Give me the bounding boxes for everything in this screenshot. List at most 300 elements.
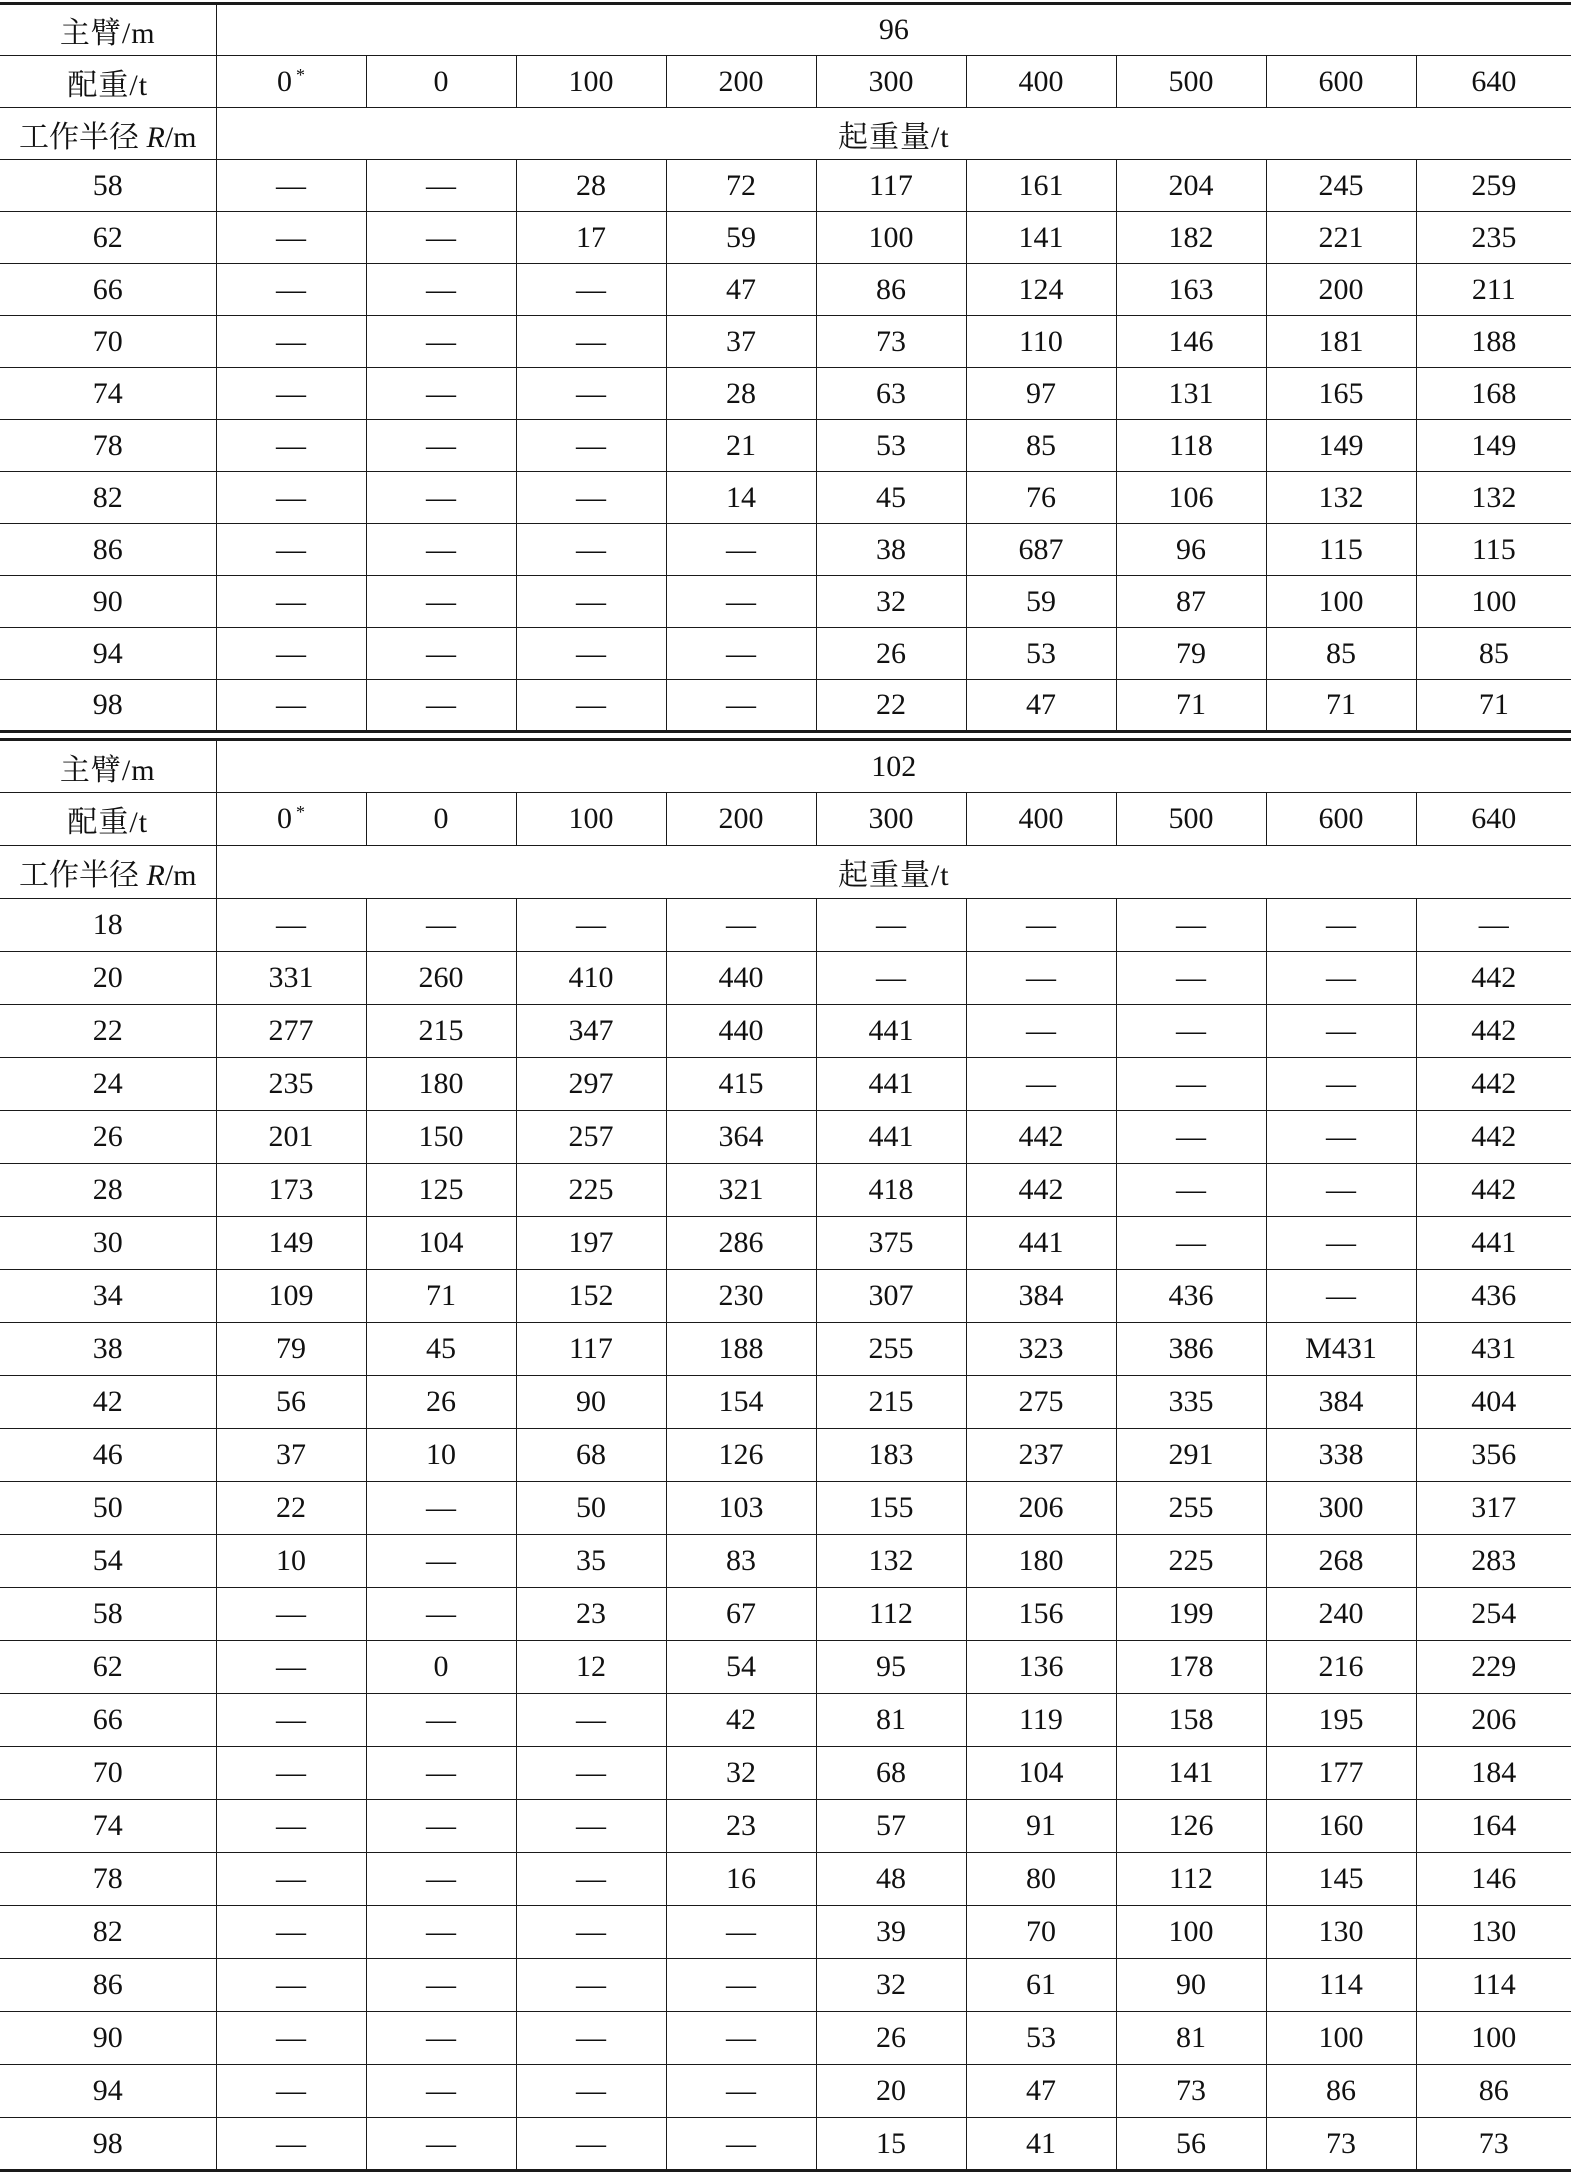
capacity-cell: — xyxy=(516,368,666,420)
capacity-cell: 255 xyxy=(816,1323,966,1376)
radius-cell: 34 xyxy=(0,1270,216,1323)
counterweight-cell: 600 xyxy=(1266,793,1416,846)
radius-cell: 54 xyxy=(0,1535,216,1588)
radius-cell: 70 xyxy=(0,1747,216,1800)
capacity-cell: 184 xyxy=(1416,1747,1571,1800)
capacity-cell: 96 xyxy=(1116,524,1266,576)
capacity-cell: 410 xyxy=(516,952,666,1005)
capacity-cell: — xyxy=(1266,1111,1416,1164)
capacity-cell: — xyxy=(216,2065,366,2118)
radius-label: 工作半径 R/m xyxy=(0,846,216,899)
capacity-cell: 160 xyxy=(1266,1800,1416,1853)
capacity-cell: 178 xyxy=(1116,1641,1266,1694)
capacity-cell: 73 xyxy=(1266,2118,1416,2171)
radius-cell: 22 xyxy=(0,1005,216,1058)
capacity-cell: 38 xyxy=(816,524,966,576)
capacity-cell: — xyxy=(516,680,666,732)
capacity-cell: — xyxy=(216,576,366,628)
capacity-cell: 22 xyxy=(216,1482,366,1535)
capacity-cell: 300 xyxy=(1266,1482,1416,1535)
radius-cell: 78 xyxy=(0,420,216,472)
capacity-cell: 237 xyxy=(966,1429,1116,1482)
capacity-cell: 95 xyxy=(816,1641,966,1694)
capacity-cell: 180 xyxy=(366,1058,516,1111)
boom-row xyxy=(0,4,1571,56)
table-row xyxy=(0,1853,1571,1906)
radius-cell: 82 xyxy=(0,472,216,524)
table-row xyxy=(0,1747,1571,1800)
radius-cell: 74 xyxy=(0,368,216,420)
capacity-cell: 364 xyxy=(666,1111,816,1164)
capacity-cell: — xyxy=(516,1853,666,1906)
capacity-cell: 37 xyxy=(666,316,816,368)
capacity-cell: 317 xyxy=(1416,1482,1571,1535)
capacity-cell: 436 xyxy=(1116,1270,1266,1323)
radius-cell: 98 xyxy=(0,2118,216,2171)
capacity-cell: 173 xyxy=(216,1164,366,1217)
capacity-cell: — xyxy=(966,899,1116,952)
capacity-cell: — xyxy=(216,316,366,368)
capacity-cell: — xyxy=(366,1588,516,1641)
capacity-cell: — xyxy=(366,472,516,524)
capacity-cell: — xyxy=(516,628,666,680)
capacity-cell: 104 xyxy=(366,1217,516,1270)
capacity-cell: — xyxy=(1116,1111,1266,1164)
counterweight-cell: 500 xyxy=(1116,56,1266,108)
capacity-cell: 126 xyxy=(1116,1800,1266,1853)
capacity-cell: 53 xyxy=(966,2012,1116,2065)
capacity-cell: — xyxy=(516,1747,666,1800)
capacity-cell: — xyxy=(216,1747,366,1800)
radius-cell: 70 xyxy=(0,316,216,368)
capacity-cell: 42 xyxy=(666,1694,816,1747)
capacity-cell: 154 xyxy=(666,1376,816,1429)
radius-cell: 78 xyxy=(0,1853,216,1906)
footnote-star: * xyxy=(296,802,305,822)
capacity-cell: 81 xyxy=(816,1694,966,1747)
capacity-cell: 338 xyxy=(1266,1429,1416,1482)
capacity-cell: 181 xyxy=(1266,316,1416,368)
capacity-cell: 442 xyxy=(966,1111,1116,1164)
counterweight-cell: 0 * xyxy=(216,56,366,108)
capacity-cell: 35 xyxy=(516,1535,666,1588)
capacity-cell: 211 xyxy=(1416,264,1571,316)
capacity-cell: 215 xyxy=(366,1005,516,1058)
capacity-cell: 106 xyxy=(1116,472,1266,524)
radius-cell: 66 xyxy=(0,1694,216,1747)
capacity-cell: 206 xyxy=(966,1482,1116,1535)
table-row xyxy=(0,1217,1571,1270)
capacity-cell: — xyxy=(1116,952,1266,1005)
capacity-cell: 10 xyxy=(366,1429,516,1482)
capacity-cell: 307 xyxy=(816,1270,966,1323)
radius-cell: 42 xyxy=(0,1376,216,1429)
capacity-cell: — xyxy=(666,899,816,952)
capacity-cell: 20 xyxy=(816,2065,966,2118)
capacity-cell: — xyxy=(516,899,666,952)
capacity-cell: 442 xyxy=(1416,1111,1571,1164)
capacity-cell: 415 xyxy=(666,1058,816,1111)
capacity-cell: 53 xyxy=(816,420,966,472)
capacity-cell: — xyxy=(366,264,516,316)
capacity-cell: 375 xyxy=(816,1217,966,1270)
capacity-cell: — xyxy=(516,1694,666,1747)
capacity-cell: 254 xyxy=(1416,1588,1571,1641)
capacity-cell: — xyxy=(1266,1217,1416,1270)
capacity-cell: — xyxy=(516,264,666,316)
capacity-cell: — xyxy=(1266,952,1416,1005)
capacity-cell: 297 xyxy=(516,1058,666,1111)
capacity-cell: 86 xyxy=(1266,2065,1416,2118)
capacity-cell: 163 xyxy=(1116,264,1266,316)
capacity-cell: — xyxy=(216,1959,366,2012)
capacity-cell: 12 xyxy=(516,1641,666,1694)
capacity-cell: 117 xyxy=(816,160,966,212)
capacity-cell: 440 xyxy=(666,952,816,1005)
radius-cell: 50 xyxy=(0,1482,216,1535)
capacity-cell: 201 xyxy=(216,1111,366,1164)
capacity-cell: — xyxy=(216,368,366,420)
capacity-cell: 188 xyxy=(666,1323,816,1376)
capacity-cell: 188 xyxy=(1416,316,1571,368)
capacity-cell: 165 xyxy=(1266,368,1416,420)
capacity-cell: 141 xyxy=(1116,1747,1266,1800)
table-row xyxy=(0,576,1571,628)
capacity-cell: 90 xyxy=(1116,1959,1266,2012)
capacity-cell: 230 xyxy=(666,1270,816,1323)
capacity-cell: 442 xyxy=(1416,1058,1571,1111)
capacity-cell: 91 xyxy=(966,1800,1116,1853)
capacity-cell: 277 xyxy=(216,1005,366,1058)
capacity-cell: — xyxy=(366,1800,516,1853)
capacity-cell: 404 xyxy=(1416,1376,1571,1429)
capacity-cell: 14 xyxy=(666,472,816,524)
capacity-cell: — xyxy=(216,212,366,264)
capacity-cell: 112 xyxy=(1116,1853,1266,1906)
capacity-cell: — xyxy=(216,1853,366,1906)
capacity-cell: — xyxy=(366,1959,516,2012)
capacity-cell: 347 xyxy=(516,1005,666,1058)
capacity-cell: 152 xyxy=(516,1270,666,1323)
capacity-cell: 229 xyxy=(1416,1641,1571,1694)
capacity-cell: 149 xyxy=(1266,420,1416,472)
capacity-cell: — xyxy=(516,524,666,576)
capacity-cell: 100 xyxy=(1266,576,1416,628)
capacity-cell: 177 xyxy=(1266,1747,1416,1800)
capacity-cell: — xyxy=(366,1482,516,1535)
capacity-cell: 71 xyxy=(366,1270,516,1323)
capacity-cell: 118 xyxy=(1116,420,1266,472)
capacity-cell: 145 xyxy=(1266,1853,1416,1906)
capacity-label: 起重量/t xyxy=(216,846,1571,899)
capacity-cell: 283 xyxy=(1416,1535,1571,1588)
radius-cell: 74 xyxy=(0,1800,216,1853)
capacity-cell: — xyxy=(366,2065,516,2118)
table-row xyxy=(0,420,1571,472)
capacity-cell: 195 xyxy=(1266,1694,1416,1747)
capacity-cell: 17 xyxy=(516,212,666,264)
capacity-cell: 86 xyxy=(816,264,966,316)
capacity-cell: 321 xyxy=(666,1164,816,1217)
capacity-cell: 119 xyxy=(966,1694,1116,1747)
capacity-cell: 85 xyxy=(1416,628,1571,680)
capacity-cell: 61 xyxy=(966,1959,1116,2012)
capacity-cell: 255 xyxy=(1116,1482,1266,1535)
radius-cell: 58 xyxy=(0,160,216,212)
radius-cell: 86 xyxy=(0,524,216,576)
capacity-cell: 441 xyxy=(966,1217,1116,1270)
capacity-cell: 85 xyxy=(1266,628,1416,680)
capacity-cell: 268 xyxy=(1266,1535,1416,1588)
capacity-cell: 225 xyxy=(1116,1535,1266,1588)
capacity-cell: — xyxy=(516,1906,666,1959)
capacity-cell: — xyxy=(516,1800,666,1853)
capacity-cell: 215 xyxy=(816,1376,966,1429)
capacity-cell: 28 xyxy=(516,160,666,212)
capacity-cell: 47 xyxy=(666,264,816,316)
radius-cell: 24 xyxy=(0,1058,216,1111)
capacity-cell: — xyxy=(1116,1217,1266,1270)
capacity-cell: — xyxy=(666,680,816,732)
counterweight-cell: 200 xyxy=(666,793,816,846)
capacity-cell: — xyxy=(366,2012,516,2065)
radius-header-row xyxy=(0,846,1571,899)
capacity-cell: 85 xyxy=(966,420,1116,472)
capacity-cell: 100 xyxy=(1116,1906,1266,1959)
capacity-cell: — xyxy=(216,1694,366,1747)
capacity-cell: 56 xyxy=(1116,2118,1266,2171)
capacity-cell: — xyxy=(1266,1270,1416,1323)
capacity-cell: — xyxy=(1116,1164,1266,1217)
capacity-cell: 32 xyxy=(816,576,966,628)
table-row xyxy=(0,2012,1571,2065)
table-row xyxy=(0,1429,1571,1482)
capacity-cell: 418 xyxy=(816,1164,966,1217)
capacity-cell: — xyxy=(216,264,366,316)
capacity-cell: 197 xyxy=(516,1217,666,1270)
capacity-cell: — xyxy=(666,1906,816,1959)
radius-cell: 90 xyxy=(0,2012,216,2065)
table-row xyxy=(0,1535,1571,1588)
counterweight-label: 配重/t xyxy=(0,56,216,108)
capacity-cell: 23 xyxy=(516,1588,666,1641)
capacity-cell: 79 xyxy=(1116,628,1266,680)
table-row xyxy=(0,316,1571,368)
capacity-cell: 441 xyxy=(816,1058,966,1111)
capacity-cell: 45 xyxy=(816,472,966,524)
capacity-cell: — xyxy=(216,1800,366,1853)
capacity-cell: — xyxy=(366,1747,516,1800)
capacity-cell: 50 xyxy=(516,1482,666,1535)
table-row xyxy=(0,1323,1571,1376)
radius-header-row xyxy=(0,108,1571,160)
table-row xyxy=(0,1959,1571,2012)
counterweight-cell: 500 xyxy=(1116,793,1266,846)
capacity-cell: 76 xyxy=(966,472,1116,524)
table-row xyxy=(0,1164,1571,1217)
capacity-cell: 47 xyxy=(966,2065,1116,2118)
capacity-cell: 221 xyxy=(1266,212,1416,264)
capacity-cell: 235 xyxy=(1416,212,1571,264)
capacity-cell: M431 xyxy=(1266,1323,1416,1376)
capacity-cell: — xyxy=(216,160,366,212)
capacity-cell: 72 xyxy=(666,160,816,212)
capacity-cell: 15 xyxy=(816,2118,966,2171)
capacity-cell: 131 xyxy=(1116,368,1266,420)
capacity-cell: — xyxy=(366,680,516,732)
capacity-cell: 90 xyxy=(516,1376,666,1429)
radius-label: 工作半径 R/m xyxy=(0,108,216,160)
capacity-cell: — xyxy=(366,2118,516,2171)
capacity-cell: — xyxy=(216,680,366,732)
capacity-cell: 73 xyxy=(1416,2118,1571,2171)
counterweight-cell: 640 xyxy=(1416,56,1571,108)
table-row xyxy=(0,1376,1571,1429)
capacity-cell: — xyxy=(666,2118,816,2171)
radius-cell: 90 xyxy=(0,576,216,628)
capacity-cell: — xyxy=(1266,1164,1416,1217)
capacity-cell: 441 xyxy=(816,1111,966,1164)
table-row xyxy=(0,160,1571,212)
capacity-cell: 100 xyxy=(816,212,966,264)
capacity-cell: 68 xyxy=(516,1429,666,1482)
capacity-cell: 87 xyxy=(1116,576,1266,628)
counterweight-cell: 0 xyxy=(366,56,516,108)
capacity-cell: — xyxy=(216,2118,366,2171)
table-row xyxy=(0,1270,1571,1323)
capacity-cell: — xyxy=(1416,899,1571,952)
radius-cell: 98 xyxy=(0,680,216,732)
capacity-cell: — xyxy=(516,472,666,524)
capacity-cell: — xyxy=(516,316,666,368)
capacity-cell: 57 xyxy=(816,1800,966,1853)
table-row xyxy=(0,524,1571,576)
capacity-cell: 16 xyxy=(666,1853,816,1906)
radius-cell: 18 xyxy=(0,899,216,952)
capacity-cell: 126 xyxy=(666,1429,816,1482)
capacity-cell: 32 xyxy=(666,1747,816,1800)
capacity-label: 起重量/t xyxy=(216,108,1571,160)
capacity-cell: 158 xyxy=(1116,1694,1266,1747)
capacity-cell: 100 xyxy=(1416,576,1571,628)
capacity-cell: 10 xyxy=(216,1535,366,1588)
boom-length-value: 102 xyxy=(216,740,1571,793)
capacity-cell: 73 xyxy=(816,316,966,368)
capacity-cell: 206 xyxy=(1416,1694,1571,1747)
table-row xyxy=(0,1906,1571,1959)
counterweight-cell: 100 xyxy=(516,56,666,108)
capacity-cell: 71 xyxy=(1116,680,1266,732)
capacity-cell: — xyxy=(1116,1058,1266,1111)
counterweight-cell: 600 xyxy=(1266,56,1416,108)
capacity-cell: — xyxy=(666,2065,816,2118)
capacity-cell: — xyxy=(816,952,966,1005)
counterweight-cell: 300 xyxy=(816,56,966,108)
capacity-cell: — xyxy=(366,1535,516,1588)
table-row xyxy=(0,1005,1571,1058)
capacity-cell: 104 xyxy=(966,1747,1116,1800)
capacity-cell: 386 xyxy=(1116,1323,1266,1376)
capacity-cell: 149 xyxy=(1416,420,1571,472)
capacity-cell: — xyxy=(216,420,366,472)
capacity-cell: 149 xyxy=(216,1217,366,1270)
table-row xyxy=(0,2118,1571,2171)
load-table-boom-102 xyxy=(0,738,1571,2172)
capacity-cell: 39 xyxy=(816,1906,966,1959)
radius-cell: 82 xyxy=(0,1906,216,1959)
capacity-cell: 56 xyxy=(216,1376,366,1429)
capacity-cell: — xyxy=(366,212,516,264)
capacity-cell: — xyxy=(666,628,816,680)
capacity-cell: — xyxy=(366,160,516,212)
capacity-cell: 124 xyxy=(966,264,1116,316)
capacity-cell: 81 xyxy=(1116,2012,1266,2065)
capacity-cell: — xyxy=(216,524,366,576)
table-row xyxy=(0,1588,1571,1641)
capacity-cell: — xyxy=(366,899,516,952)
capacity-cell: 45 xyxy=(366,1323,516,1376)
capacity-cell: 109 xyxy=(216,1270,366,1323)
capacity-cell: 323 xyxy=(966,1323,1116,1376)
radius-cell: 20 xyxy=(0,952,216,1005)
capacity-cell: 225 xyxy=(516,1164,666,1217)
capacity-cell: 384 xyxy=(1266,1376,1416,1429)
counterweight-cell: 0 * xyxy=(216,793,366,846)
radius-cell: 66 xyxy=(0,264,216,316)
capacity-cell: 182 xyxy=(1116,212,1266,264)
capacity-cell: 441 xyxy=(816,1005,966,1058)
table-row xyxy=(0,952,1571,1005)
capacity-cell: — xyxy=(666,576,816,628)
counterweight-row xyxy=(0,56,1571,108)
capacity-cell: 32 xyxy=(816,1959,966,2012)
capacity-cell: — xyxy=(216,899,366,952)
counterweight-cell: 0 xyxy=(366,793,516,846)
capacity-cell: 132 xyxy=(816,1535,966,1588)
capacity-cell: 48 xyxy=(816,1853,966,1906)
capacity-cell: 260 xyxy=(366,952,516,1005)
capacity-cell: 259 xyxy=(1416,160,1571,212)
capacity-cell: 54 xyxy=(666,1641,816,1694)
capacity-cell: 132 xyxy=(1416,472,1571,524)
capacity-cell: 204 xyxy=(1116,160,1266,212)
capacity-cell: 161 xyxy=(966,160,1116,212)
capacity-cell: 83 xyxy=(666,1535,816,1588)
radius-cell: 26 xyxy=(0,1111,216,1164)
boom-length-value: 96 xyxy=(216,4,1571,56)
capacity-cell: 59 xyxy=(666,212,816,264)
capacity-cell: — xyxy=(216,472,366,524)
capacity-cell: 200 xyxy=(1266,264,1416,316)
capacity-cell: — xyxy=(216,1906,366,1959)
capacity-cell: 68 xyxy=(816,1747,966,1800)
table-row xyxy=(0,1800,1571,1853)
capacity-cell: — xyxy=(516,2012,666,2065)
capacity-cell: 59 xyxy=(966,576,1116,628)
capacity-cell: 155 xyxy=(816,1482,966,1535)
capacity-cell: — xyxy=(366,1853,516,1906)
radius-cell: 94 xyxy=(0,628,216,680)
table-row xyxy=(0,1641,1571,1694)
radius-cell: 38 xyxy=(0,1323,216,1376)
capacity-cell: — xyxy=(366,316,516,368)
capacity-cell: — xyxy=(366,1906,516,1959)
capacity-cell: — xyxy=(366,1694,516,1747)
capacity-cell: — xyxy=(366,576,516,628)
radius-cell: 62 xyxy=(0,1641,216,1694)
capacity-cell: — xyxy=(216,1588,366,1641)
capacity-cell: 183 xyxy=(816,1429,966,1482)
